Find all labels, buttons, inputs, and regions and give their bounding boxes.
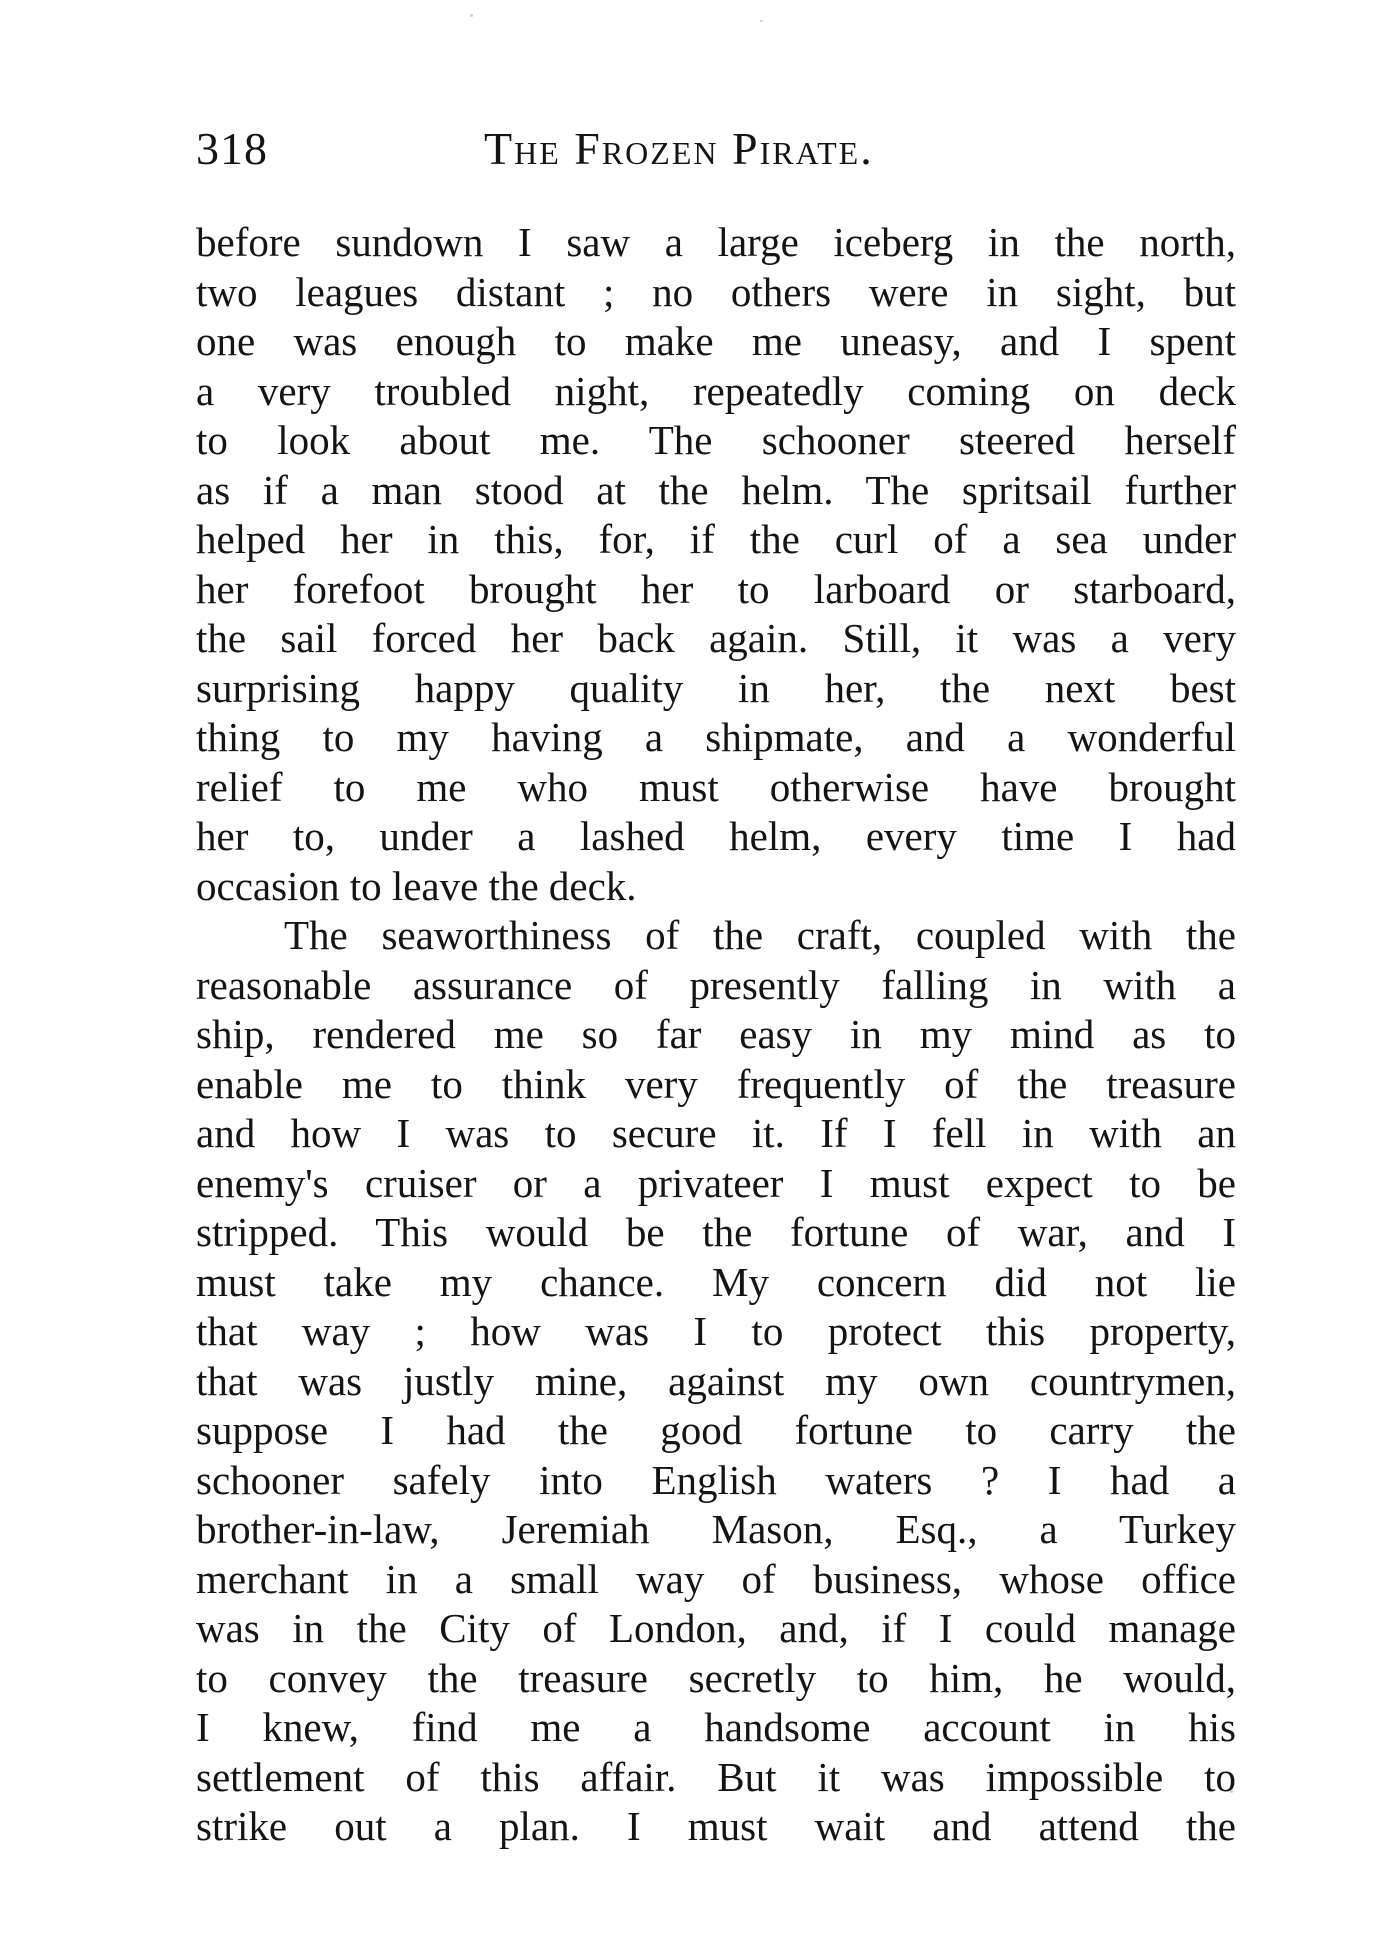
page-number: 318 [196, 123, 268, 174]
text-line: settlement of this affair. But it was impossible to [196, 1753, 1236, 1800]
text-line: and how I was to secure it. If I fell in with an [196, 1110, 1236, 1156]
text-line: relief to me who must otherwise have brought [196, 763, 1236, 810]
text-line: that was justly mine, against my own countrymen, [196, 1357, 1236, 1404]
text-line: two leagues distant ; no others were in sight, but [196, 268, 1236, 315]
text-line: helped her in this, for, if the curl of a sea under [196, 516, 1236, 562]
paper-speck [760, 20, 763, 22]
running-title: The Frozen Pirate. [484, 123, 874, 174]
text-line: to look about me. The schooner steered herself [196, 417, 1236, 463]
text-line: ship, rendered me so far easy in my mind as to [196, 1011, 1236, 1057]
text-line: the sail forced her back again. Still, it was a very [196, 615, 1236, 661]
text-line: suppose I had the good fortune to carry the [196, 1407, 1236, 1453]
text-line: brother-in-law, Jeremiah Mason, Esq., a Turkey [196, 1506, 1236, 1552]
text-line: her forefoot brought her to larboard or starboard, [196, 565, 1236, 612]
paragraph-1 [196, 218, 1236, 911]
text-line: I knew, find me a handsome account in his [196, 1704, 1236, 1750]
text-line: strike out a plan. I must wait and attend the [196, 1803, 1236, 1849]
text-line: stripped. This would be the fortune of war, and I [196, 1209, 1236, 1255]
paper-speck [470, 14, 473, 17]
text-line: to convey the treasure secretly to him, he would, [196, 1654, 1236, 1701]
running-head [196, 122, 1236, 182]
text-line: one was enough to make me uneasy, and I spent [196, 318, 1236, 364]
text-line: reasonable assurance of presently falling in with a [196, 961, 1236, 1008]
text-line: a very troubled night, repeatedly coming on deck [196, 367, 1236, 414]
text-line: her to, under a lashed helm, every time I had [196, 813, 1236, 859]
text-line: schooner safely into English waters ? I had a [196, 1456, 1236, 1503]
text-line: enemy's cruiser or a privateer I must expect to be [196, 1159, 1236, 1206]
text-line: surprising happy quality in her, the next best [196, 664, 1236, 711]
text-line: The seaworthiness of the craft, coupled with the [284, 912, 1236, 958]
text-line: before sundown I saw a large iceberg in the north, [196, 219, 1236, 265]
body-text [196, 218, 1236, 1852]
text-line: enable me to think very frequently of the treasure [196, 1060, 1236, 1107]
text-line: thing to my having a shipmate, and a wonderful [196, 714, 1236, 760]
text-line: merchant in a small way of business, whose office [196, 1555, 1236, 1602]
text-line: must take my chance. My concern did not lie [196, 1258, 1236, 1305]
text-line: that way ; how was I to protect this property, [196, 1308, 1236, 1354]
paragraph-2 [196, 911, 1236, 1852]
text-line: occasion to leave the deck. [196, 862, 637, 909]
text-line: as if a man stood at the helm. The spritsail further [196, 466, 1236, 513]
text-line: was in the City of London, and, if I could manage [196, 1605, 1236, 1651]
